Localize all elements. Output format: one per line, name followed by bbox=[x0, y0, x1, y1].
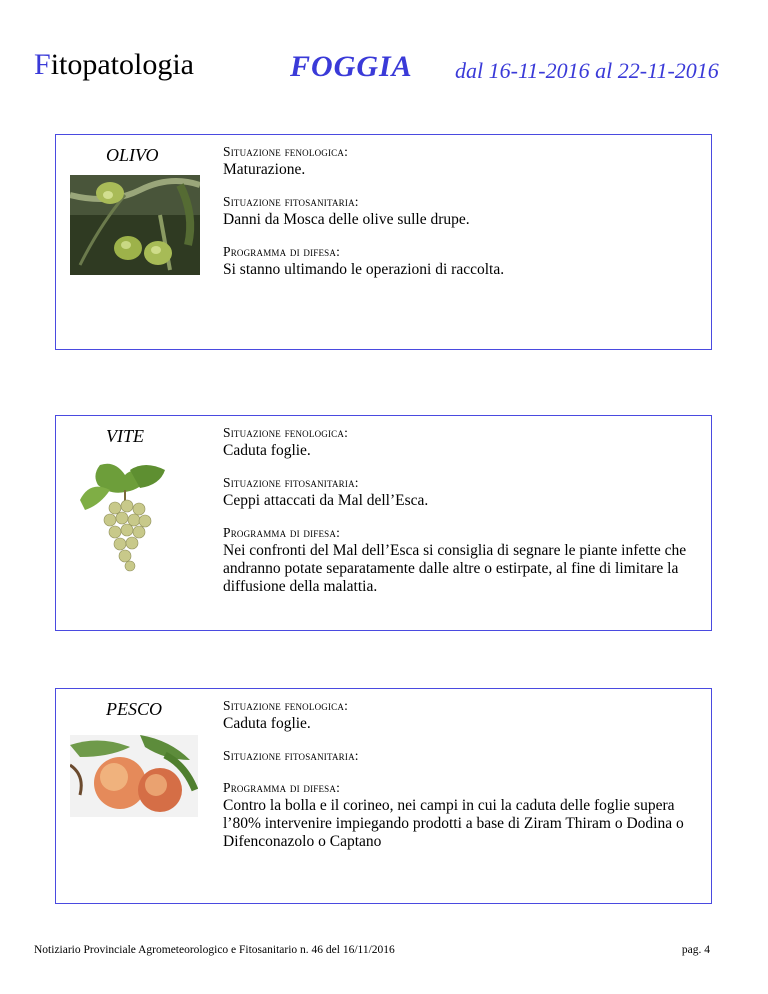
phenology-heading: Situazione fenologica: bbox=[223, 144, 349, 159]
crop-name: OLIVO bbox=[106, 145, 159, 165]
phenology-text: Maturazione. bbox=[223, 161, 306, 178]
title-rest: itopatologia bbox=[50, 48, 194, 81]
defense-heading: Programma di difesa: bbox=[223, 525, 341, 540]
card-vite bbox=[55, 415, 712, 631]
card-content bbox=[223, 697, 703, 865]
page-number: pag. 4 bbox=[681, 944, 710, 956]
defense-heading: Programma di difesa: bbox=[223, 780, 341, 795]
crop-name: PESCO bbox=[106, 699, 162, 719]
phenology-text: Caduta foglie. bbox=[223, 715, 311, 732]
phytosanitary-heading: Situazione fitosanitaria: bbox=[223, 475, 359, 490]
grape-bunch-photo bbox=[70, 460, 195, 572]
card-pesco bbox=[55, 688, 712, 904]
period-label: dal 16-11-2016 al 22-11-2016 bbox=[455, 58, 719, 83]
defense-text: Contro la bolla e il corineo, nei campi in cui la caduta delle foglie supera l’80% intervenire impiegando prodotti a base di Ziram Thiram o Dodina o Difenconazolo o Captano bbox=[223, 797, 684, 850]
card-content bbox=[223, 143, 703, 293]
footer-text: Notiziario Provinciale Agrometeorologico e Fitosanitario n. 46 del 16/11/2016 bbox=[34, 944, 395, 956]
province-title: FOGGIA bbox=[290, 50, 413, 83]
phenology-heading: Situazione fenologica: bbox=[223, 425, 349, 440]
phytosanitary-text: Danni da Mosca delle olive sulle drupe. bbox=[223, 211, 470, 228]
phytosanitary-heading: Situazione fitosanitaria: bbox=[223, 748, 359, 763]
defense-text: Si stanno ultimando le operazioni di raccolta. bbox=[223, 261, 505, 278]
card-content bbox=[223, 424, 703, 610]
card-olivo bbox=[55, 134, 712, 350]
phytosanitary-heading: Situazione fitosanitaria: bbox=[223, 194, 359, 209]
defense-text: Nei confronti del Mal dell’Esca si consiglia di segnare le piante infette che andranno potate separatamente dalle altre o estirpate, al fine di limitare la diffusione della malattia. bbox=[223, 542, 687, 595]
defense-heading: Programma di difesa: bbox=[223, 244, 341, 259]
phytosanitary-text: Ceppi attaccati da Mal dell’Esca. bbox=[223, 492, 429, 509]
peach-fruit-photo bbox=[70, 735, 198, 817]
crop-name: VITE bbox=[106, 426, 144, 446]
phenology-heading: Situazione fenologica: bbox=[223, 698, 349, 713]
page-title bbox=[34, 48, 194, 82]
phenology-text: Caduta foglie. bbox=[223, 442, 311, 459]
olive-branch-photo bbox=[70, 175, 200, 275]
title-initial: F bbox=[34, 48, 51, 81]
